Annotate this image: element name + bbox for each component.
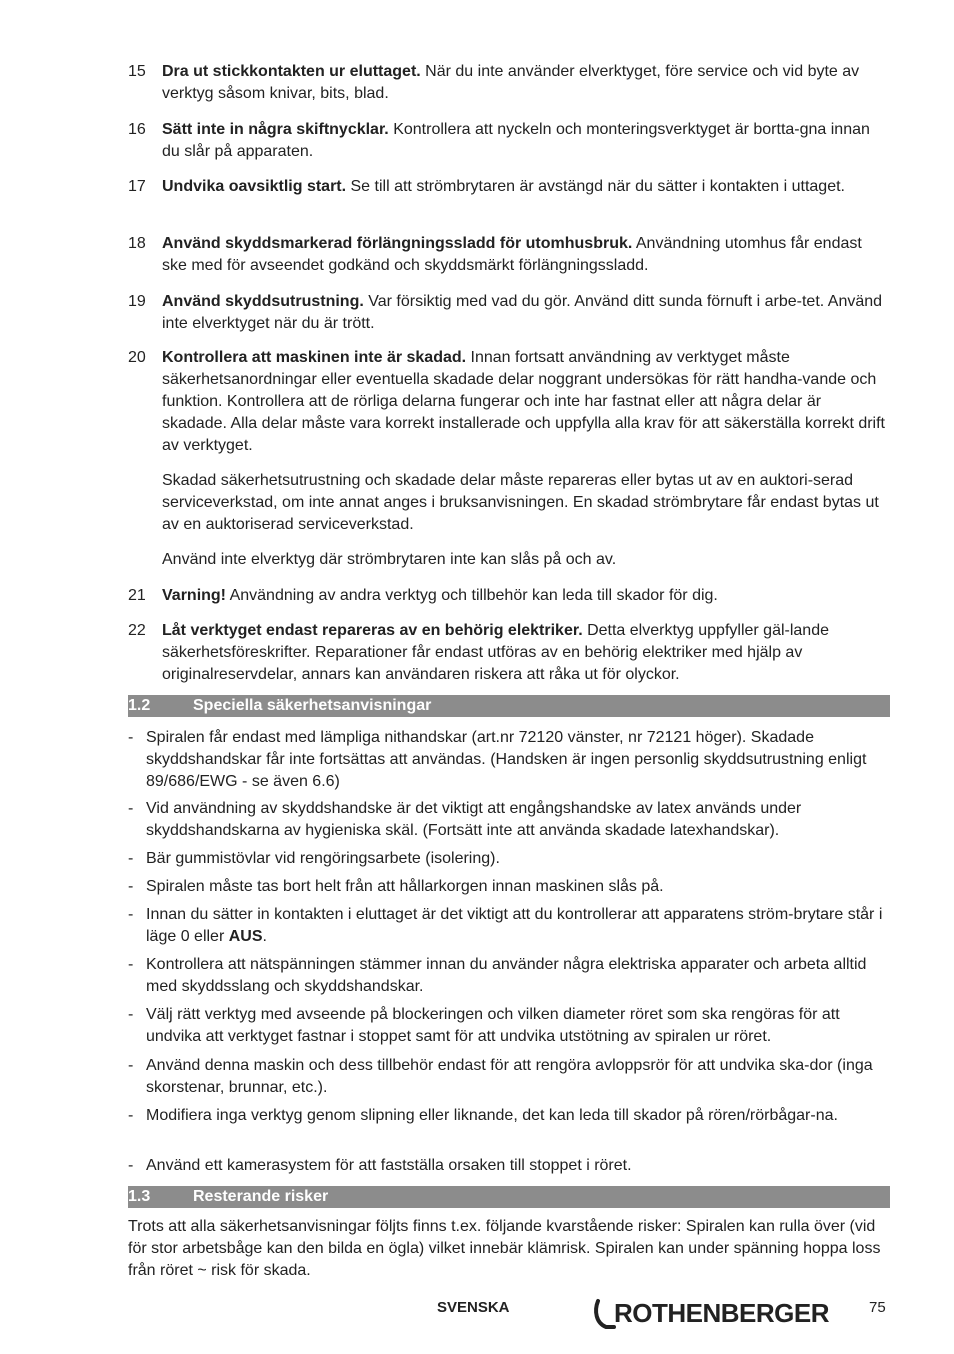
list-item bbox=[128, 233, 890, 277]
dash-marker: - bbox=[128, 800, 134, 817]
section-title: Resterande risker bbox=[193, 1188, 329, 1205]
dash-marker: - bbox=[128, 850, 134, 867]
item-text: Innan fortsatt användning av verktyget måste säkerhetsanordningar eller eventuella skadade delar noggrant undersökas för rätt handha-vande och funktion. Kontrollera att de rörliga delarna fungerar och inte har fastnat eller att några delar är skadade. Alla delar måste vara korrekt installerade och uppfylla alla krav för att säkerställa korrekt drift av verktyget. bbox=[162, 349, 885, 454]
item-lead: Sätt inte in några skiftnycklar. bbox=[162, 121, 389, 138]
dash-marker: - bbox=[128, 1157, 134, 1174]
item-20-paragraph: Använd inte elverktyg där strömbrytaren inte kan slås på och av. bbox=[162, 551, 617, 568]
section-number: 1.3 bbox=[128, 1188, 151, 1205]
list-item bbox=[128, 119, 890, 163]
dash-marker: - bbox=[128, 956, 134, 973]
item-text: Se till att strömbrytaren är avstängd när du sätter i kontakten i uttaget. bbox=[346, 178, 845, 195]
section-number: 1.2 bbox=[128, 697, 151, 714]
bullet-text: Modifiera inga verktyg genom slipning eller liknande, det kan leda till skador på rören/rörbågar-na. bbox=[146, 1107, 838, 1124]
item-text: Kontrollera att nyckeln och monteringsverktyget är bortta-gna innan du slår på apparaten. bbox=[162, 121, 870, 160]
bullet-tail: . bbox=[262, 928, 267, 945]
bullet-item bbox=[128, 798, 890, 842]
bullet-text: Kontrollera att nätspänningen stämmer innan du använder några elektriska apparater och arbeta alltid med skyddsslang och skyddshandskar. bbox=[146, 956, 867, 995]
dash-marker: - bbox=[128, 1057, 134, 1074]
footer-language: SVENSKA bbox=[437, 1299, 510, 1316]
dash-marker: - bbox=[128, 1107, 134, 1124]
bullet-text: Vid användning av skyddshandske är det viktigt att engångshandske av latex används under skyddshandskarna av hygieniska skäl. (Fortsätt inte att använda skadade latexhandskar). bbox=[146, 800, 802, 839]
item-lead: Låt verktyget endast repareras av en behörig elektriker. bbox=[162, 622, 583, 639]
item-text: Användning utomhus får endast ske med för avseendet godkänd och skyddsmärkt förlängningssladd. bbox=[162, 235, 862, 274]
item-lead: Kontrollera att maskinen inte är skadad. bbox=[162, 349, 467, 366]
bullet-text: Bär gummistövlar vid rengöringsarbete (isolering). bbox=[146, 850, 500, 867]
bullet-item bbox=[128, 876, 890, 898]
list-item bbox=[128, 61, 890, 105]
list-item bbox=[128, 585, 890, 607]
item-text: Detta elverktyg uppfyller gäl-lande säkerhetsföreskrifter. Reparationer får endast utföras av en behörig elektriker med hjälp av originalreservdelar, annars kan användaren riskera att råka ut för olyckor. bbox=[162, 622, 829, 683]
list-item bbox=[128, 347, 890, 457]
bullet-text: Spiralen får endast med lämpliga nithandskar (art.nr 72120 vänster, nr 72121 höger). Skadade skyddshandskar får inte fortsättas att användas. (Handsken är ingen personlig skyddsutrustning enligt 89/686/EWG - se även 6.6) bbox=[146, 729, 867, 790]
bullet-item bbox=[128, 904, 890, 948]
bullet-text: Välj rätt verktyg med avseende på blockeringen och vilken diameter röret som ska rengöras för att undvika att verktyget fastnar i stoppet samt för att undvika utstötning av spiralen ur röret. bbox=[146, 1006, 840, 1045]
item-number: 20 bbox=[128, 349, 146, 366]
bullet-bold-term: AUS bbox=[228, 928, 263, 945]
dash-marker: - bbox=[128, 906, 134, 923]
section-heading bbox=[128, 695, 890, 717]
item-lead: Dra ut stickkontakten ur eluttaget. bbox=[162, 63, 421, 80]
item-lead: Undvika oavsiktlig start. bbox=[162, 178, 347, 195]
item-lead: Använd skyddsutrustning. bbox=[162, 293, 364, 310]
section-paragraph: Trots att alla säkerhetsanvisningar följts finns t.ex. följande kvarstående risker: Spiralen kan rulla över (vid för stor arbetsbåge kan den bilda en ögla) vilket innebär klämrisk. Spiralen kan under spänning hoppa loss från röret ~ risk för skada. bbox=[128, 1218, 881, 1279]
item-text: Var försiktig med vad du gör. Använd ditt sunda förnuft i arbe-tet. Använd inte elverktyget när du är trött. bbox=[162, 293, 883, 332]
item-20-paragraph: Skadad säkerhetsutrustning och skadade delar måste repareras eller bytas ut av en auktori-serad serviceverkstad, om inte annat anges i bruksanvisningen. En skadad strömbrytare får endast bytas ut av en auktoriserad serviceverkstad. bbox=[162, 472, 879, 533]
bullet-text: Använd ett kamerasystem för att fastställa orsaken till stoppet i röret. bbox=[146, 1157, 632, 1174]
section-title: Speciella säkerhetsanvisningar bbox=[193, 697, 432, 714]
bullet-item bbox=[128, 1055, 890, 1099]
bullet-text: Använd denna maskin och dess tillbehör endast för att rengöra avloppsrör för att undvika ska-dor (inga skorstenar, brunnar, etc.). bbox=[146, 1057, 873, 1096]
dash-marker: - bbox=[128, 878, 134, 895]
item-number: 19 bbox=[128, 293, 146, 310]
item-lead: Använd skyddsmarkerad förlängningssladd för utomhusbruk. bbox=[162, 235, 633, 252]
bullet-item bbox=[128, 727, 890, 793]
item-number: 15 bbox=[128, 63, 146, 80]
item-number: 16 bbox=[128, 121, 146, 138]
bullet-item bbox=[128, 1004, 890, 1048]
list-item bbox=[128, 620, 890, 686]
item-text: När du inte använder elverktyget, före service och vid byte av verktyg såsom knivar, bits, blad. bbox=[162, 63, 860, 102]
bullet-item bbox=[128, 848, 890, 870]
item-lead: Varning! bbox=[162, 587, 227, 604]
dash-marker: - bbox=[128, 729, 134, 746]
bullet-item bbox=[128, 954, 890, 998]
item-number: 18 bbox=[128, 235, 146, 252]
bullet-item bbox=[128, 1155, 890, 1177]
item-number: 22 bbox=[128, 622, 146, 639]
item-number: 17 bbox=[128, 178, 146, 195]
bullet-item bbox=[128, 1105, 890, 1127]
item-number: 21 bbox=[128, 587, 146, 604]
item-text: Användning av andra verktyg och tillbehör kan leda till skador för dig. bbox=[226, 587, 718, 604]
bullet-text: Innan du sätter in kontakten i eluttaget är det viktigt att du kontrollerar att apparatens ström-brytare står i läge 0 eller bbox=[146, 906, 883, 945]
brand-logo bbox=[592, 1293, 837, 1335]
section-heading bbox=[128, 1186, 890, 1208]
list-item bbox=[128, 176, 890, 198]
bullet-text: Spiralen måste tas bort helt från att hållarkorgen innan maskinen slås på. bbox=[146, 878, 664, 895]
logo-wordmark: ROTHENBERGER bbox=[614, 1298, 830, 1328]
page-number: 75 bbox=[869, 1299, 886, 1316]
dash-marker: - bbox=[128, 1006, 134, 1023]
list-item bbox=[128, 291, 890, 335]
